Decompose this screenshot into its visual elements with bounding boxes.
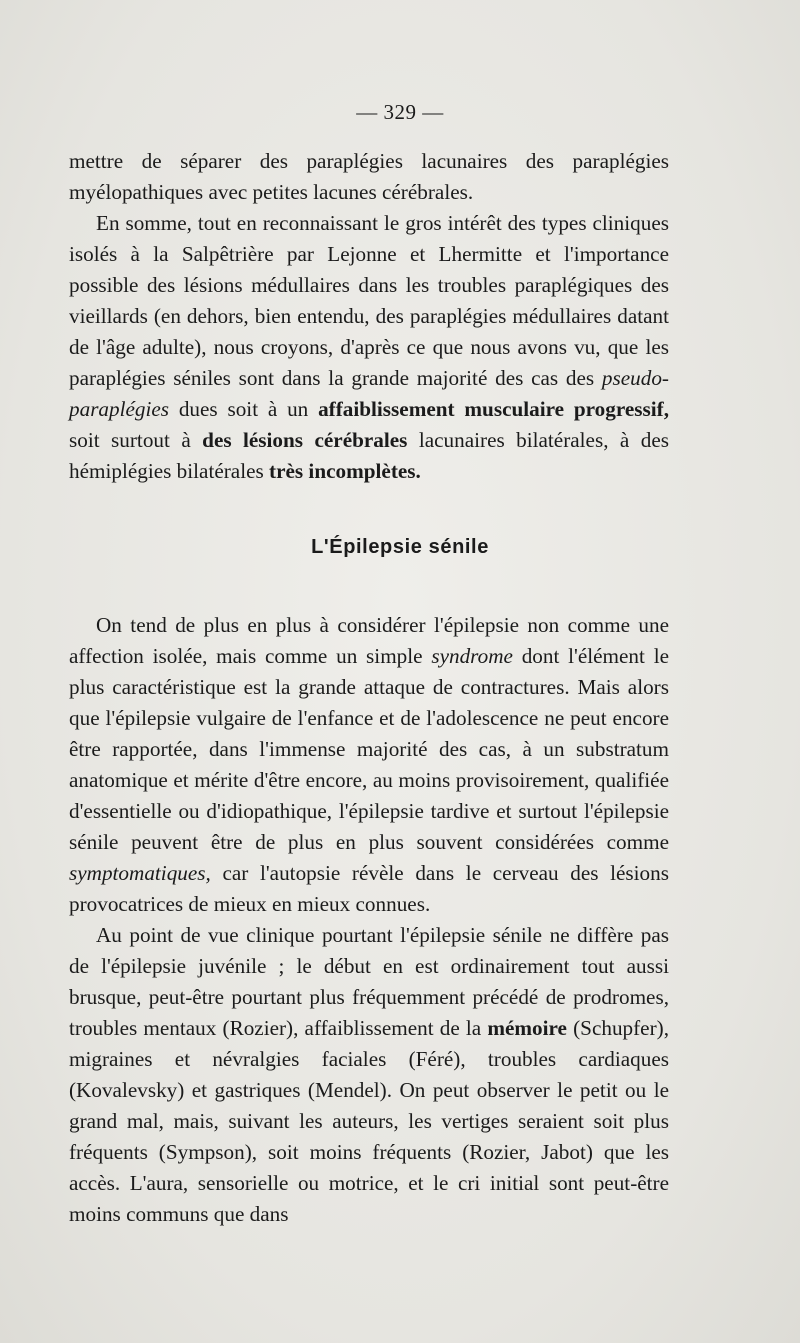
italic-term: pseudo-paraplégies — [69, 366, 669, 421]
paragraph — [69, 208, 669, 487]
page-number: — 329 — — [356, 100, 444, 124]
text-run: On tend de plus en plus à considérer l'épilepsie non comme une affection isolée, mais comme un simple — [69, 613, 669, 668]
text-run: dont l'élément le plus caractéristique est la grande attaque de contractures. Mais alors que l'épilepsie vulgaire de l'enfance et de l'adolescence ne peut encore être rapportée, dans l'immense majorité des cas, à un substratum anatomique et mérite d'être encore, au moins provisoirement, qualifiée d'essentielle ou d'idiopathique, l'épilepsie tardive et surtout l'épilepsie sénile peuvent être de plus en plus souvent considérées comme — [69, 644, 669, 854]
text-run: soit surtout à — [69, 428, 203, 452]
section-heading: L'Épilepsie sénile — [311, 536, 489, 558]
paragraph — [69, 610, 669, 920]
bold-term: des lésions cérébrales — [202, 428, 408, 452]
italic-term: syndrome — [431, 644, 513, 668]
bold-term: affaiblissement musculaire progressif, — [318, 397, 669, 421]
text-section-paraplegies — [69, 146, 669, 487]
text-run: car l'autopsie révèle dans le cerveau des lésions provocatrices de mieux en mieux connues. — [69, 861, 669, 916]
text-run: En somme, tout en reconnaissant le gros intérêt des types cliniques isolés à la Salpêtrière par Lejonne et Lhermitte et l'importance possible des lésions médullaires dans les troubles paraplégiques des vieillards (en dehors, bien entendu, des paraplégies médullaires datant de l'âge adulte), nous croyons, d'après ce que nous avons vu, que les paraplégies séniles sont dans la grande majorité des cas des — [69, 211, 669, 390]
bold-term: mémoire — [487, 1016, 567, 1040]
bold-term: très incomplètes. — [269, 459, 421, 483]
paragraph — [69, 920, 669, 1230]
paragraph-text: mettre de séparer des paraplégies lacunaires des paraplégies myélopathiques avec petites lacunes cérébrales. — [69, 149, 669, 204]
text-run: lacunaires bilatérales, à des hémiplégies bilatérales — [69, 428, 669, 483]
text-run: (Schupfer), migraines et névralgies faciales (Féré), troubles cardiaques (Kovalevsky) et gastriques (Mendel). On peut observer le petit ou le grand mal, mais, suivant les auteurs, les vertiges seraient soit plus fréquents (Sympson), soit moins fréquents (Rozier, Jabot) que les accès. L'aura, sensorielle ou motrice, et le cri initial sont peut-être moins communs que dans — [69, 1016, 669, 1226]
paragraph — [69, 146, 669, 208]
italic-term: symptomatiques, — [69, 861, 211, 885]
text-run: dues soit à un — [169, 397, 319, 421]
text-section-epilepsie — [69, 610, 669, 1230]
text-run: Au point de vue clinique pourtant l'épilepsie sénile ne diffère pas de l'épilepsie juvénile ; le début en est ordinairement tout aussi brusque, peut-être pourtant plus fréquemment précédé de prodromes, troubles mentaux (Rozier), affaiblissement de la — [69, 923, 669, 1040]
